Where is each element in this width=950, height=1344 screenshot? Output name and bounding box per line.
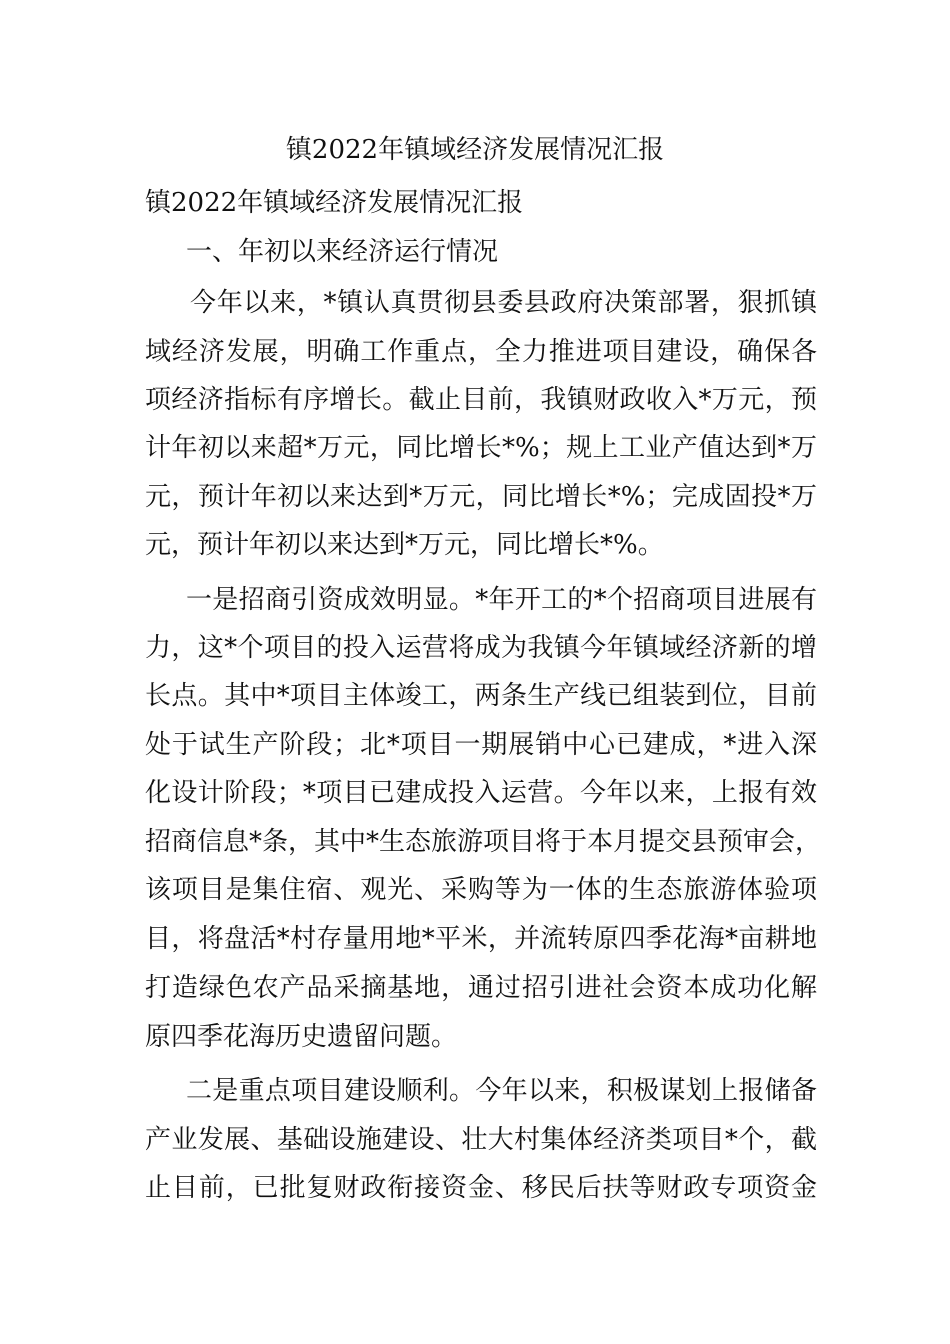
paragraph-line: 计年初以来超*万元，同比增长*%；规上工业产值达到*万 — [145, 433, 817, 463]
paragraph-line: 项经济指标有序增长。截止目前，我镇财政收入*万元，预 — [145, 385, 817, 415]
paragraph-line: 止目前，已批复财政衔接资金、移民后扶等财政专项资金 — [145, 1173, 817, 1203]
paragraph-line: 该项目是集住宿、观光、采购等为一体的生态旅游体验项 — [145, 875, 817, 905]
paragraph-line: 今年以来，*镇认真贯彻县委县政府决策部署，狠抓镇 — [190, 288, 817, 318]
paragraph-line: 长点。其中*项目主体竣工，两条生产线已组装到位，目前 — [145, 681, 817, 711]
paragraph-line: 域经济发展，明确工作重点，全力推进项目建设，确保各 — [145, 337, 817, 367]
document-subtitle: 镇2022年镇域经济发展情况汇报 — [145, 188, 524, 218]
paragraph-line: 一是招商引资成效明显。*年开工的*个招商项目进展有 — [186, 585, 817, 615]
paragraph-line: 元，预计年初以来达到*万元，同比增长*%。 — [145, 530, 664, 560]
paragraph-line: 产业发展、基础设施建设、壮大村集体经济类项目*个，截 — [145, 1125, 817, 1155]
paragraph-line: 元，预计年初以来达到*万元，同比增长*%；完成固投*万 — [145, 482, 817, 512]
paragraph-line: 二是重点项目建设顺利。今年以来，积极谋划上报储备 — [186, 1076, 817, 1106]
paragraph-line: 处于试生产阶段；北*项目一期展销中心已建成，*进入深 — [145, 730, 817, 760]
paragraph-line: 力，这*个项目的投入运营将成为我镇今年镇域经济新的增 — [145, 633, 817, 663]
paragraph-line: 原四季花海历史遗留问题。 — [145, 1022, 458, 1052]
paragraph-line: 目，将盘活*村存量用地*平米，并流转原四季花海*亩耕地 — [145, 924, 817, 954]
paragraph-line: 打造绿色农产品采摘基地，通过招引进社会资本成功化解 — [145, 973, 817, 1003]
section-heading: 一、年初以来经济运行情况 — [186, 237, 499, 267]
document-title: 镇2022年镇域经济发展情况汇报 — [285, 135, 665, 165]
paragraph-line: 招商信息*条，其中*生态旅游项目将于本月提交县预审会， — [145, 827, 822, 857]
paragraph-line: 化设计阶段；*项目已建成投入运营。今年以来，上报有效 — [145, 778, 817, 808]
